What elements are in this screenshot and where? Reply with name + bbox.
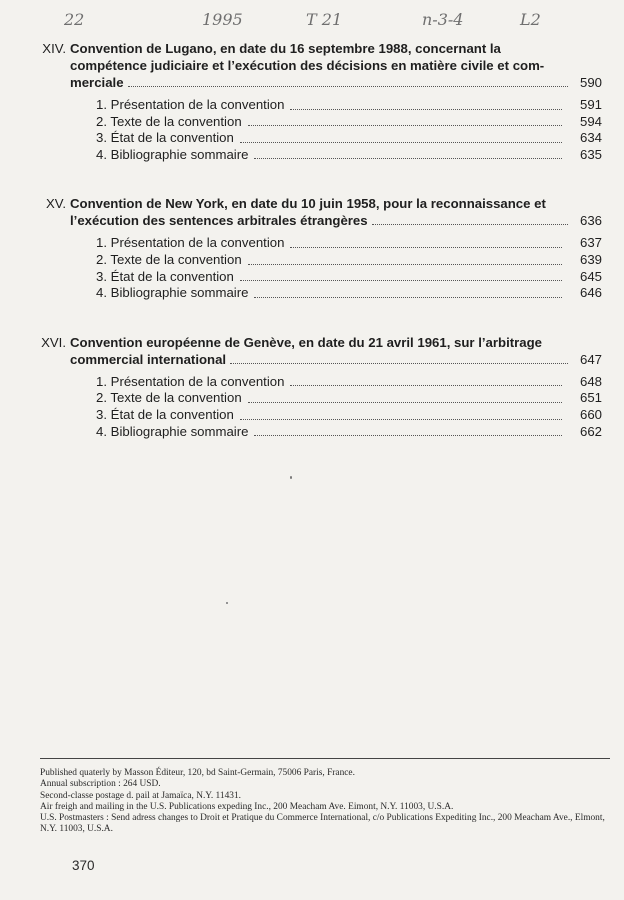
section-title-line: l’exécution des sentences arbitrales étrangères bbox=[70, 213, 368, 229]
toc-section-xiv bbox=[24, 40, 602, 163]
footer-line: Second-classe postage d. pail at Jamaïca, N.Y. 11431. bbox=[40, 790, 241, 801]
toc-item bbox=[96, 269, 602, 286]
dot-leader bbox=[240, 279, 562, 281]
dot-leader bbox=[230, 362, 568, 364]
toc-item-label: 2. Texte de la convention bbox=[96, 390, 242, 406]
section-title-line: Convention européenne de Genève, en date du 21 avril 1961, sur l’arbitrage bbox=[70, 334, 542, 350]
toc-item-page: 637 bbox=[579, 235, 602, 251]
section-title bbox=[70, 195, 566, 212]
section-number: XVI. bbox=[41, 334, 66, 350]
toc-item-page: 662 bbox=[579, 423, 602, 439]
dot-leader bbox=[254, 434, 562, 436]
print-speck bbox=[290, 476, 292, 479]
dot-leader bbox=[240, 141, 562, 143]
toc-item bbox=[96, 147, 602, 164]
dot-leader bbox=[248, 401, 562, 403]
toc-item-label: 4. Bibliographie sommaire bbox=[96, 285, 249, 301]
toc-item bbox=[96, 390, 602, 407]
section-items bbox=[24, 374, 602, 440]
toc-item-label: 4. Bibliographie sommaire bbox=[96, 146, 249, 162]
toc-item-page: 591 bbox=[579, 97, 602, 112]
toc-item bbox=[96, 114, 602, 131]
footer-line: Annual subscription : 264 USD. bbox=[40, 779, 161, 790]
handwritten-note: L2 bbox=[520, 10, 541, 29]
footer-line: Published quaterly by Masson Éditeur, 120, bd Saint-Germain, 75006 Paris, France. bbox=[40, 768, 355, 778]
toc-item-label: 2. Texte de la convention bbox=[96, 251, 242, 267]
toc-item bbox=[96, 130, 602, 147]
table-of-contents bbox=[24, 40, 602, 472]
toc-item-page: 645 bbox=[579, 268, 602, 284]
page-number: 370 bbox=[72, 858, 95, 873]
toc-item-page: 646 bbox=[579, 285, 602, 301]
toc-item-label: 3. État de la convention bbox=[96, 268, 234, 284]
dot-leader bbox=[290, 246, 562, 248]
section-title-line: compétence judiciaire et l’exécution des décisions en matière civile et com- bbox=[70, 58, 545, 73]
toc-item-page: 648 bbox=[579, 373, 602, 389]
handwritten-note: n-3-4 bbox=[422, 10, 464, 29]
toc-item-page: 594 bbox=[579, 113, 602, 129]
toc-item bbox=[96, 424, 602, 441]
section-page: 647 bbox=[579, 351, 602, 367]
dot-leader bbox=[248, 263, 562, 265]
section-title bbox=[70, 40, 566, 74]
footer-rule bbox=[40, 758, 610, 759]
section-title-line: Convention de Lugano, en date du 16 septembre 1988, concernant la bbox=[70, 41, 501, 56]
toc-item-page: 635 bbox=[579, 146, 602, 162]
section-title bbox=[70, 334, 566, 351]
toc-item-page: 651 bbox=[579, 390, 602, 406]
toc-item-page: 660 bbox=[579, 406, 602, 422]
toc-item bbox=[96, 235, 602, 252]
toc-item bbox=[96, 285, 602, 302]
section-page: 636 bbox=[579, 213, 602, 229]
toc-item-label: 1. Présentation de la convention bbox=[96, 235, 285, 251]
handwritten-notes bbox=[0, 6, 624, 36]
toc-item bbox=[96, 407, 602, 424]
toc-section-xvi bbox=[24, 334, 602, 440]
section-title-last-line bbox=[70, 351, 602, 368]
print-speck bbox=[226, 602, 228, 604]
toc-item bbox=[96, 252, 602, 269]
dot-leader bbox=[254, 296, 562, 298]
dot-leader bbox=[290, 108, 562, 110]
section-heading bbox=[24, 40, 602, 91]
footer-line: Air freigh and mailing in the U.S. Publications expeding Inc., 200 Meacham Ave. Eimont, N.Y. 11003, U.S.A. bbox=[40, 801, 454, 812]
toc-item-label: 1. Présentation de la convention bbox=[96, 373, 285, 389]
section-title-line: Convention de New York, en date du 10 juin 1958, pour la reconnaissance et bbox=[70, 196, 546, 212]
publication-footer bbox=[40, 768, 612, 836]
toc-item-label: 2. Texte de la convention bbox=[96, 113, 242, 129]
footer-line: U.S. Postmasters : Send adress changes to Droit et Pratique du Commerce International, c/o Publications Expediting Inc., 200 Meacham Ave., Elmont, N.Y. 11003, U.S.A. bbox=[40, 813, 605, 835]
toc-item-label: 4. Bibliographie sommaire bbox=[96, 423, 249, 439]
section-number: XIV. bbox=[42, 41, 66, 56]
dot-leader bbox=[254, 157, 562, 159]
toc-item-label: 3. État de la convention bbox=[96, 130, 234, 146]
section-title-line: merciale bbox=[70, 75, 124, 90]
handwritten-note: 22 bbox=[64, 10, 85, 29]
section-heading bbox=[24, 334, 602, 368]
toc-section-xv bbox=[24, 195, 602, 301]
section-title-last-line bbox=[70, 74, 602, 91]
section-title-last-line bbox=[70, 212, 602, 229]
dot-leader bbox=[248, 124, 562, 126]
toc-item-page: 634 bbox=[579, 130, 602, 146]
section-heading bbox=[24, 195, 602, 229]
dot-leader bbox=[290, 384, 562, 386]
section-items bbox=[24, 97, 602, 163]
handwritten-note: T 21 bbox=[306, 10, 343, 29]
section-number: XV. bbox=[45, 196, 66, 212]
toc-item-label: 3. État de la convention bbox=[96, 406, 234, 422]
dot-leader bbox=[240, 418, 562, 420]
dot-leader bbox=[372, 223, 568, 225]
section-page: 590 bbox=[579, 75, 602, 90]
dot-leader bbox=[128, 85, 568, 87]
toc-item bbox=[96, 97, 602, 114]
toc-item-label: 1. Présentation de la convention bbox=[96, 97, 285, 112]
handwritten-note: 1995 bbox=[202, 10, 243, 29]
toc-item-page: 639 bbox=[579, 251, 602, 267]
section-title-line: commercial international bbox=[70, 351, 227, 367]
toc-item bbox=[96, 374, 602, 391]
section-items bbox=[24, 235, 602, 301]
